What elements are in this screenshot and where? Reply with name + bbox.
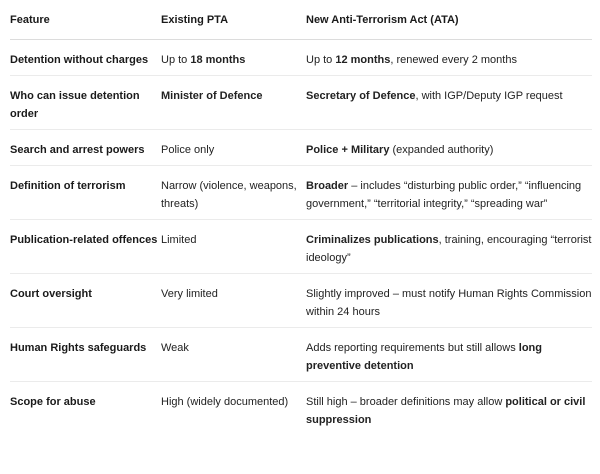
text-segment: , training, encouraging “terrorist ideology” bbox=[306, 234, 592, 264]
table-body bbox=[10, 40, 592, 436]
header-existing-pta: Existing PTA bbox=[161, 0, 306, 40]
ata-cell bbox=[306, 328, 592, 382]
ata-cell bbox=[306, 130, 592, 166]
text-segment: Up to bbox=[306, 54, 336, 66]
ata-cell bbox=[306, 382, 592, 436]
pta-cell bbox=[161, 166, 306, 220]
text-segment: Very limited bbox=[161, 288, 218, 300]
text-segment: Adds reporting requirements but still allows bbox=[306, 342, 519, 354]
table-row bbox=[10, 166, 592, 220]
ata-cell bbox=[306, 220, 592, 274]
ata-cell bbox=[306, 274, 592, 328]
bold-text: 12 months bbox=[335, 54, 391, 66]
feature-cell: Publication-related offences bbox=[10, 220, 161, 274]
pta-cell bbox=[161, 274, 306, 328]
bold-text: 18 months bbox=[190, 54, 246, 66]
pta-cell bbox=[161, 76, 306, 130]
text-segment: Police only bbox=[161, 144, 215, 156]
feature-cell: Human Rights safeguards bbox=[10, 328, 161, 382]
text-segment: High (widely documented) bbox=[161, 396, 289, 408]
comparison-table bbox=[10, 0, 592, 435]
ata-cell bbox=[306, 166, 592, 220]
table-header bbox=[10, 0, 592, 40]
table-row bbox=[10, 40, 592, 76]
bold-text: Secretary of Defence bbox=[306, 90, 416, 102]
text-segment: (expanded authority) bbox=[389, 144, 494, 156]
ata-cell bbox=[306, 76, 592, 130]
feature-cell: Search and arrest powers bbox=[10, 130, 161, 166]
table-row bbox=[10, 382, 592, 436]
text-segment: Narrow (violence, weapons, threats) bbox=[161, 180, 297, 210]
pta-cell bbox=[161, 220, 306, 274]
feature-cell: Detention without charges bbox=[10, 40, 161, 76]
bold-text: Minister of Defence bbox=[161, 90, 263, 102]
header-new-ata: New Anti-Terrorism Act (ATA) bbox=[306, 0, 592, 40]
bold-text: political or civil suppression bbox=[306, 396, 586, 426]
text-segment: Slightly improved – must notify Human Rights Commission within 24 hours bbox=[306, 288, 592, 318]
feature-cell: Who can issue detention order bbox=[10, 76, 161, 130]
feature-cell: Scope for abuse bbox=[10, 396, 96, 408]
table-row bbox=[10, 220, 592, 274]
text-segment: Still high – broader definitions may allow bbox=[306, 396, 506, 408]
bold-text: Criminalizes publications bbox=[306, 234, 439, 246]
header-row bbox=[10, 0, 592, 40]
feature-cell: Definition of terrorism bbox=[10, 166, 161, 220]
text-segment: , with IGP/Deputy IGP request bbox=[415, 90, 563, 102]
text-segment: Up to bbox=[161, 54, 191, 66]
feature-cell: Court oversight bbox=[10, 274, 161, 328]
text-segment: Weak bbox=[161, 342, 189, 354]
table-row bbox=[10, 274, 592, 328]
pta-cell bbox=[161, 130, 306, 166]
table-row bbox=[10, 76, 592, 130]
ata-cell bbox=[306, 40, 592, 76]
text-segment: , renewed every 2 months bbox=[390, 54, 517, 66]
table-row bbox=[10, 328, 592, 382]
table-row bbox=[10, 130, 592, 166]
pta-cell bbox=[161, 382, 306, 436]
text-segment: Limited bbox=[161, 234, 197, 246]
pta-cell bbox=[161, 40, 306, 76]
text-segment: – includes “disturbing public order,” “influencing government,” “territorial integrity,” “spreading war” bbox=[306, 180, 582, 210]
pta-cell bbox=[161, 328, 306, 382]
header-feature: Feature bbox=[10, 0, 161, 40]
bold-text: long preventive detention bbox=[306, 342, 542, 372]
bold-text: Broader bbox=[306, 180, 349, 192]
bold-text: Police + Military bbox=[306, 144, 390, 156]
